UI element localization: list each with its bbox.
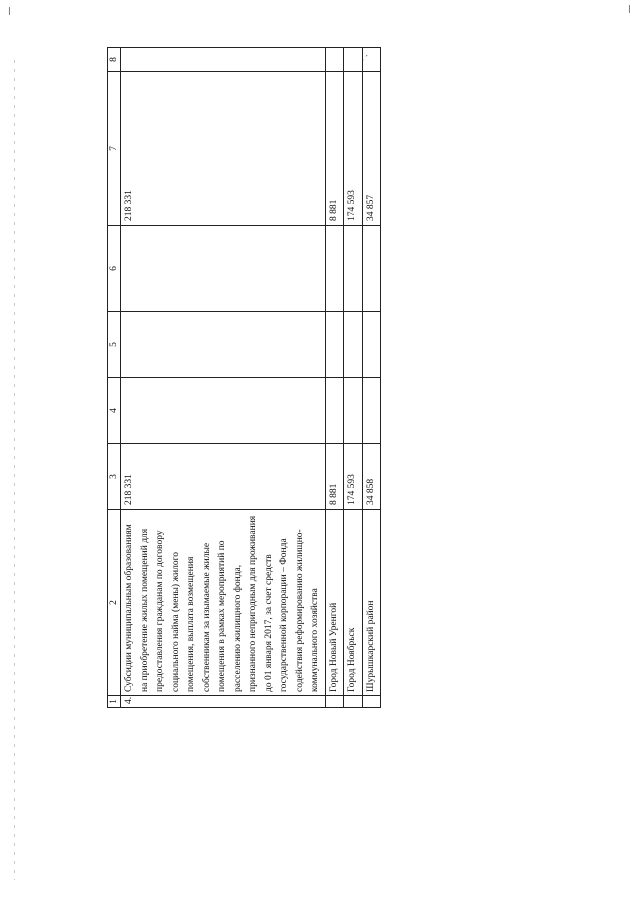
header-cell: 4 <box>108 378 121 444</box>
empty-cell <box>344 48 363 72</box>
table-row <box>325 48 344 708</box>
empty-cell <box>325 312 344 378</box>
scan-edge-mark <box>14 60 15 880</box>
municipality-name: Город Новый Уренгой <box>325 510 344 696</box>
scan-speck: ·ˊ <box>361 54 369 66</box>
empty-cell <box>325 378 344 444</box>
cell-col6 <box>121 226 326 312</box>
scan-speck: ǀ <box>8 6 11 18</box>
cell-col4 <box>121 378 326 444</box>
header-cell: 2 <box>108 510 121 696</box>
empty-cell <box>362 226 381 312</box>
empty-cell <box>362 48 381 72</box>
empty-cell <box>325 696 344 708</box>
empty-cell <box>344 312 363 378</box>
municipality-name: Шурышкарский район <box>362 510 381 696</box>
empty-cell <box>325 48 344 72</box>
empty-cell <box>344 378 363 444</box>
header-cell: 7 <box>108 72 121 226</box>
cell-col8 <box>121 48 326 72</box>
cell-col7: 174 593 <box>344 72 363 226</box>
table-row <box>362 48 381 708</box>
row-description: Субсидии муниципальным образованиям на приобретение жилых помещений для предоставления гражданам по договору социального найма (мены) жилого помещения, выплата возмещения собственникам за изымаемые жилые помещения в рамках мероприятий по расселению жилищного фонда, признанного непригодным для проживания до 01 января 2017, за счет средств государственной корпорации – Фонда содействия реформированию жилищно-коммунального хозяйства <box>121 510 326 696</box>
header-cell: 8 <box>108 48 121 72</box>
row-number: 4. <box>121 696 326 708</box>
rotated-table-container <box>107 48 376 708</box>
cell-col3: 8 881 <box>325 444 344 510</box>
empty-cell <box>362 696 381 708</box>
cell-col5 <box>121 312 326 378</box>
cell-col3: 174 593 <box>344 444 363 510</box>
cell-col3: 218 331 <box>121 444 326 510</box>
empty-cell <box>344 226 363 312</box>
column-number-row <box>108 48 121 708</box>
data-table <box>107 47 381 708</box>
header-cell: 1 <box>108 696 121 708</box>
header-cell: 6 <box>108 226 121 312</box>
cell-col7: 8 881 <box>325 72 344 226</box>
cell-col7: 34 857 <box>362 72 381 226</box>
empty-cell <box>344 696 363 708</box>
header-cell: 3 <box>108 444 121 510</box>
empty-cell <box>362 378 381 444</box>
cell-col7: 218 331 <box>121 72 326 226</box>
empty-cell <box>362 312 381 378</box>
table-row <box>344 48 363 708</box>
empty-cell <box>325 226 344 312</box>
scan-speck: ǀ <box>628 4 631 16</box>
cell-col3: 34 858 <box>362 444 381 510</box>
table-row-main <box>121 48 326 708</box>
municipality-name: Город Ноябрьск <box>344 510 363 696</box>
header-cell: 5 <box>108 312 121 378</box>
